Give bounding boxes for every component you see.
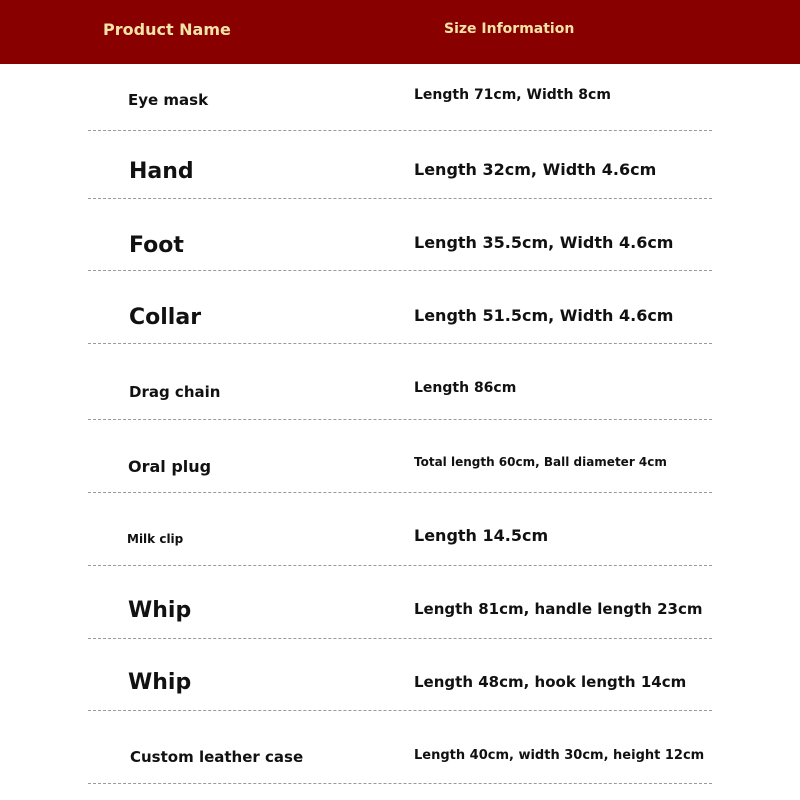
size-info-cell: Length 35.5cm, Width 4.6cm	[414, 233, 674, 252]
size-info-cell: Length 81cm, handle length 23cm	[414, 600, 703, 618]
product-name-cell: Drag chain	[129, 383, 221, 401]
table-row	[0, 711, 800, 783]
header-product-name: Product Name	[103, 20, 231, 39]
product-name-cell: Milk clip	[127, 532, 184, 546]
row-divider	[88, 783, 712, 784]
product-name-cell: Oral plug	[128, 457, 212, 476]
table-row	[0, 199, 800, 270]
size-info-cell: Length 14.5cm	[414, 526, 549, 545]
product-name-cell: Foot	[129, 233, 184, 258]
table-row	[0, 566, 800, 638]
product-name-cell: Whip	[128, 598, 192, 623]
size-info-cell: Length 86cm	[414, 380, 517, 396]
product-name-cell: Hand	[129, 159, 194, 184]
table-row	[0, 131, 800, 199]
table-row	[0, 493, 800, 565]
size-info-cell: Length 71cm, Width 8cm	[414, 87, 611, 103]
size-info-cell: Length 48cm, hook length 14cm	[414, 673, 687, 691]
table-row	[0, 639, 800, 710]
header-size-information: Size Information	[444, 21, 575, 37]
size-info-cell: Length 32cm, Width 4.6cm	[414, 160, 657, 179]
table-row	[0, 344, 800, 419]
table-row	[0, 420, 800, 492]
size-info-cell: Total length 60cm, Ball diameter 4cm	[414, 455, 667, 469]
size-info-cell: Length 40cm, width 30cm, height 12cm	[414, 748, 705, 763]
table-row	[0, 64, 800, 132]
product-name-cell: Whip	[128, 670, 192, 695]
product-name-cell: Custom leather case	[130, 748, 304, 766]
product-name-cell: Eye mask	[128, 91, 209, 109]
table-header	[0, 0, 800, 64]
table-row	[0, 271, 800, 343]
size-info-cell: Length 51.5cm, Width 4.6cm	[414, 306, 674, 325]
product-name-cell: Collar	[129, 305, 202, 330]
